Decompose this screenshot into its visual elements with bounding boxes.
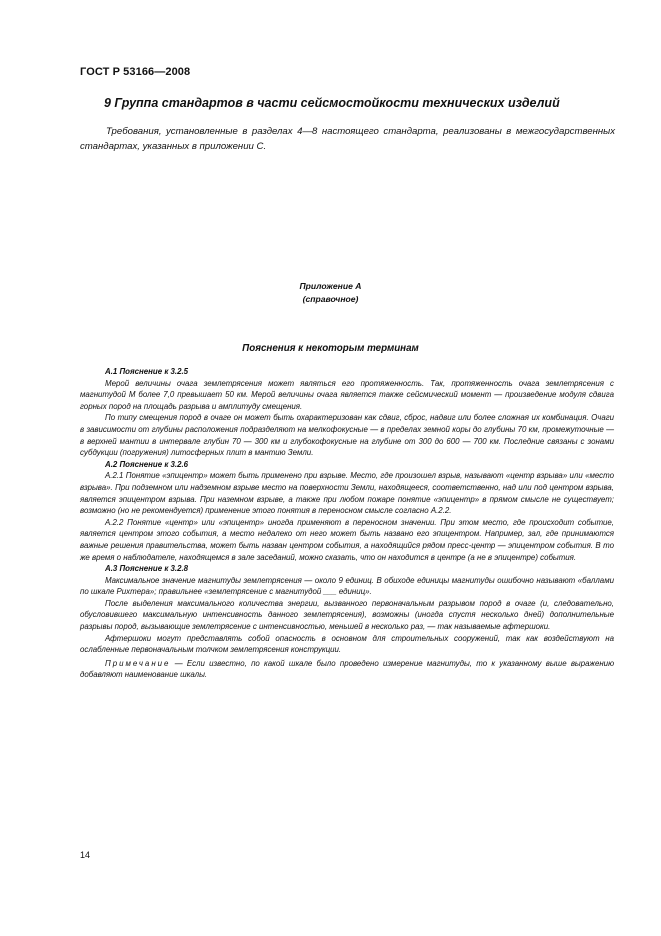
appendix-header xyxy=(0,280,661,306)
subsection-heading-a2: А.2 Пояснение к 3.2.6 xyxy=(105,459,189,469)
subsection-heading-a1: А.1 Пояснение к 3.2.5 xyxy=(105,367,189,376)
section-9-title: 9 Группа стандартов в части сейсмостойкости технических изделий xyxy=(104,96,560,110)
paragraph: Мерой величины очага землетрясения может являться его протяженность. Так, протяженность очага землетрясения с магнитудой М более 7,0 превышает 50 км. Мерой величины очага является также сейсмический момент — произведение модуля сдвига горных пород на площадь разрыва и амплитуду смещения. xyxy=(80,378,614,411)
document-code: ГОСТ Р 53166—2008 xyxy=(80,66,191,78)
appendix-content xyxy=(80,366,614,681)
appendix-label: Приложение А xyxy=(299,281,362,291)
section-9-paragraph: Требования, установленные в разделах 4—8 настоящего стандарта, реализованы в межгосударственных стандартах, указанных в приложении С. xyxy=(80,126,615,152)
subsection-heading-a3: А.3 Пояснение к 3.2.8 xyxy=(105,564,189,574)
paragraph: А.2.1 Понятие «эпицентр» может быть применено при взрыве. Место, где произошел взрыв, называют «центр взрыва» или «место взрыва». При подземном или надземном взрыве место на поверхности Земли, находящееся, соответственно, над или под центром взрыва, является эпицентром взрыва. При наземном взрыве, а также при любом пожаре понятие «эпицентр» в прямом смысле не существует; возможно (но не рекомендуется) применение этого понятия в переносном смысле согласно А.2.2. xyxy=(80,471,614,516)
note xyxy=(80,658,614,681)
section-9-body xyxy=(80,124,615,154)
paragraph: По типу смещения пород в очаге он может быть охарактеризован как сдвиг, сброс, надвиг или более сложная их комбинация. Очаги в зависимости от глубины расположения подразделяют на мелкофокусные — в пределах земной коры до глубины 70 км, промежуточные — в верхней мантии в интервале глубин 70 — 300 км и глубокофокусные на глубине от 300 до 600 — 700 км. Последние связаны с зонами субдукции (погружения) литосферных плит в мантию Земли. xyxy=(80,413,614,458)
paragraph: После выделения максимального количества энергии, вызванного первоначальным разрывом пород в очаге (и, следовательно, обусловившего максимальную интенсивность данного землетрясения), возможны (иногда спустя несколько дней) дополнительные разрывы пород, вызывающие землетрясение с интенсивностью, меньшей в несколько раз, — так называемые афтершоки. xyxy=(80,598,614,632)
page-number: 14 xyxy=(80,850,91,860)
paragraph: А.2.2 Понятие «центр» или «эпицентр» иногда применяют в переносном значении. При этом место, где происходит событие, является центром этого события, а место недалеко от него может быть названо его эпицентром. Например, зал, где принимаются важные решения правительства, может быть назван центром события, а находящийся рядом пресс-центр — эпицентром события. В то же время о наблюдателе, находящемся в зале заседаний, можно сказать, что он находится в центре (а не в эпицентре) события. xyxy=(80,517,614,562)
appendix-title: Пояснения к некоторым терминам xyxy=(242,343,419,354)
note-text: — Если известно, по какой шкале было проведено измерение магнитуды, то к указанному выше выражению добавляют наименование шкалы. xyxy=(80,658,614,680)
appendix-type: (справочное) xyxy=(302,294,359,304)
note-label: Примечание xyxy=(105,658,171,668)
paragraph: Максимальное значение магнитуды землетрясения — около 9 единиц. В обиходе единицы магнитуды ошибочно называют «баллами по шкале Рихтера»; правильнее «землетрясение с магнитудой ___ единиц». xyxy=(80,575,614,597)
paragraph: Афтершоки могут представлять собой опасность в основном для строительных сооружений, так как воздействуют на ослабленные первоначальным толчком землетрясения конструкции. xyxy=(80,633,614,655)
